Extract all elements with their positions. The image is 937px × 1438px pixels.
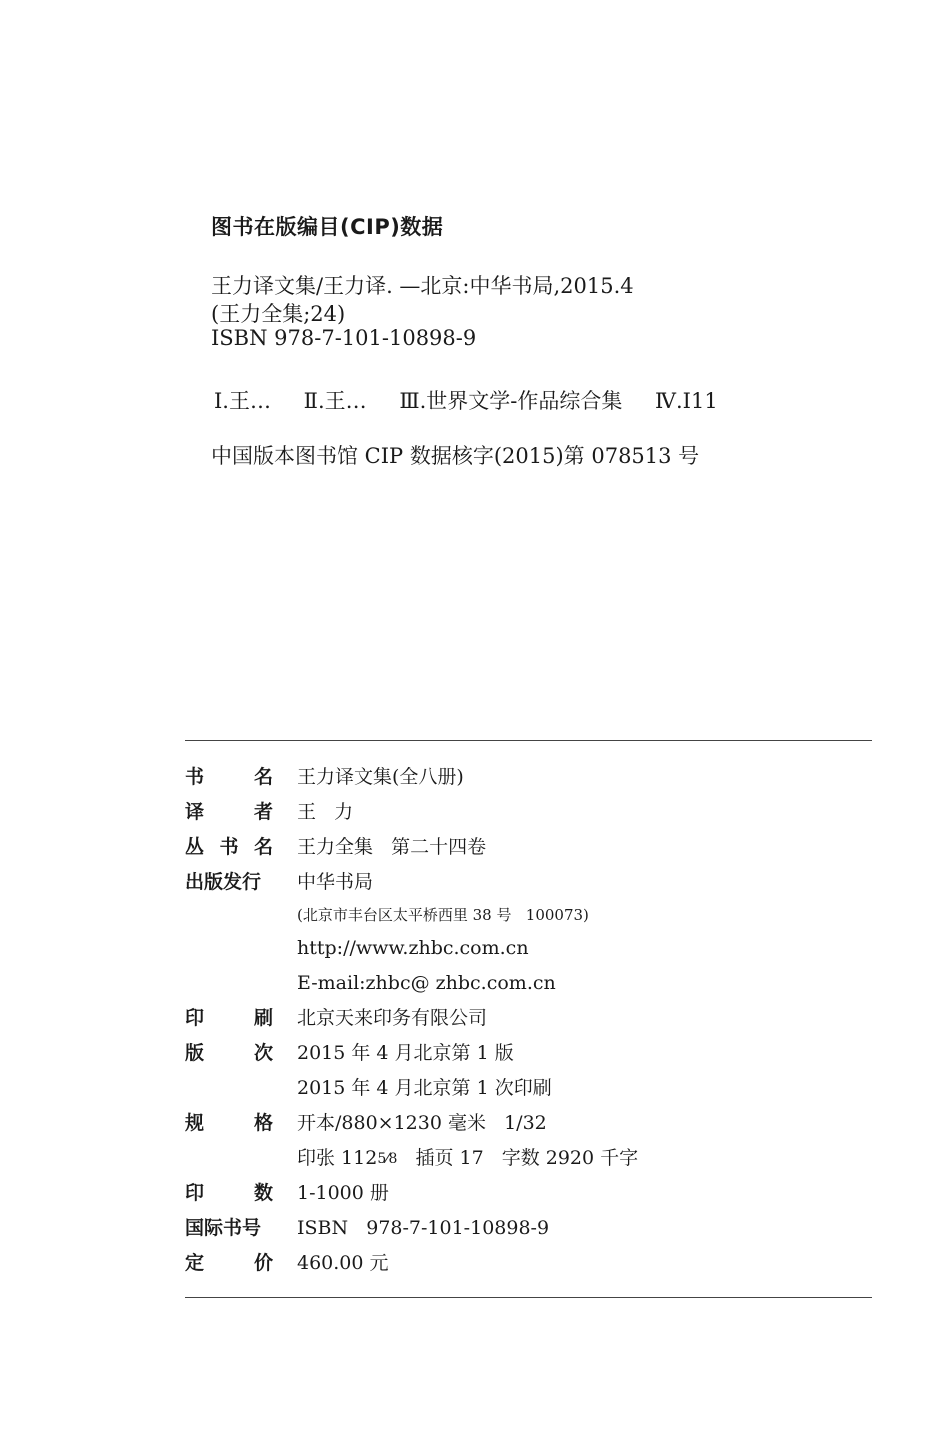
cip-classification xyxy=(214,385,718,415)
label-printer: 印 刷 xyxy=(185,1007,273,1029)
classification-item: Ⅲ.世界文学-作品综合集 xyxy=(399,389,623,413)
cip-bibliographic-line: 王力译文集/王力译. —北京:中华书局,2015.4 xyxy=(211,274,634,298)
cip-approval-number: 中国版本图书馆 CIP 数据核字(2015)第 078513 号 xyxy=(211,444,700,468)
value-printer: 北京天来印务有限公司 xyxy=(297,1007,488,1029)
value-translator: 王 力 xyxy=(297,801,354,823)
bottom-divider xyxy=(185,1297,872,1298)
value-email: E-mail:zhbc@ zhbc.com.cn xyxy=(297,972,556,994)
value-price: 460.00 元 xyxy=(297,1252,389,1274)
value-book-name: 王力译文集(全八册) xyxy=(297,766,464,788)
classification-item: Ⅱ.王… xyxy=(303,389,367,413)
cip-series-line: (王力全集;24) xyxy=(211,302,346,326)
value-format: 开本/880×1230 毫米 1/32 xyxy=(297,1112,547,1134)
label-publisher: 出版发行 xyxy=(185,871,262,893)
value-edition: 2015 年 4 月北京第 1 版 xyxy=(297,1042,514,1064)
value-website: http://www.zhbc.com.cn xyxy=(297,937,529,959)
classification-item: Ⅳ.I11 xyxy=(655,389,718,413)
label-translator: 译 者 xyxy=(185,801,273,823)
label-print-run: 印 数 xyxy=(185,1182,273,1204)
label-edition: 版 次 xyxy=(185,1042,273,1064)
label-book-name: 书 名 xyxy=(185,766,273,788)
label-price: 定 价 xyxy=(185,1252,273,1274)
value-series: 王力全集 第二十四卷 xyxy=(297,836,487,858)
value-print-run: 1-1000 册 xyxy=(297,1182,389,1204)
value-address: (北京市丰台区太平桥西里 38 号 100073) xyxy=(297,906,589,924)
value-sheets: 印张 1125⁄8 插页 17 字数 2920 千字 xyxy=(297,1147,639,1169)
label-specs: 规 格 xyxy=(185,1112,273,1134)
cip-title: 图书在版编目(CIP)数据 xyxy=(211,215,444,239)
label-series: 丛 书 名 xyxy=(185,836,273,858)
value-printing: 2015 年 4 月北京第 1 次印刷 xyxy=(297,1077,552,1099)
sheets-fraction: 5⁄8 xyxy=(377,1151,398,1167)
top-divider xyxy=(185,740,872,741)
cip-isbn-line: ISBN 978-7-101-10898-9 xyxy=(211,326,477,350)
label-isbn: 国际书号 xyxy=(185,1217,262,1239)
value-isbn: ISBN 978-7-101-10898-9 xyxy=(297,1217,550,1239)
value-publisher: 中华书局 xyxy=(297,871,374,893)
value-inserts: 插页 17 xyxy=(415,1147,484,1169)
classification-item: Ⅰ.王… xyxy=(214,389,271,413)
value-words: 字数 2920 千字 xyxy=(501,1147,639,1169)
